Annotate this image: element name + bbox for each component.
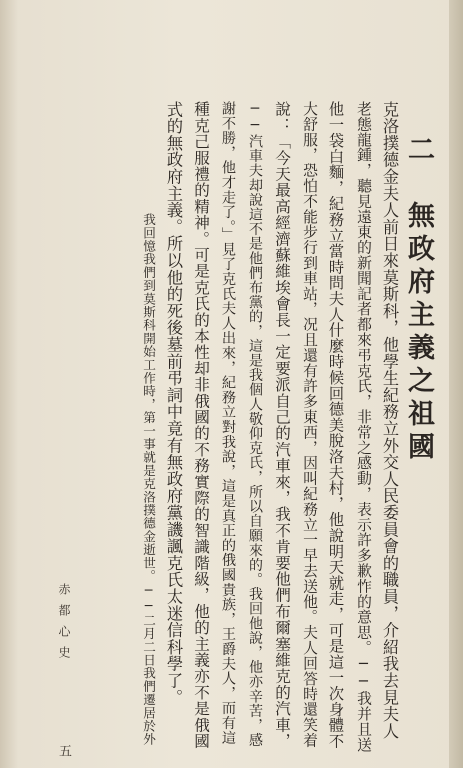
text-column-5: 說：「今天最高經濟蘇維埃會長一定要派自己的汽車來，我不肯要他們布爾塞維克的汽車，: [273, 101, 291, 749]
text-column-2: 老態龍鍾，聽見遠東的新聞記者都來弔克氏，非常之感動，表示許多歉怍的意思。──我并且送: [355, 101, 372, 753]
text-column-4: 大舒服，恐怕不能步行到車站，况且還有許多東西，因叫紀務立一早去送他。夫人回答時還笑着: [301, 101, 318, 748]
page-gutter-shadow: [0, 0, 18, 768]
page-number: 五: [56, 744, 71, 757]
text-column-1: 克洛撲德金夫人前日來莫斯科，他學生紀務立外交人民委員會的職員，介紹我去見夫人: [380, 101, 399, 740]
text-column-9: 式的無政府主義。所以他的死後墓前弔詞中竟有無政府黨譏諷克氏太迷信科學了。: [164, 101, 183, 706]
page-edge: [449, 0, 463, 768]
text-column-10: 我回憶我們到莫斯科開始工作時，第一事就是克洛撲德金逝世。──二月二日我們遷居於外: [141, 213, 156, 746]
chapter-title: 二 無政府主義之祖國: [403, 135, 434, 465]
running-head: 赤都心史: [57, 583, 71, 667]
text-column-7: 謝不勝，他才走了。」見了克氏夫人出來，紀務立對我說，這是真正的俄國貴族，王爵夫人，而有這: [220, 101, 236, 746]
text-column-6: ──汽車夫却說這不是他們布黨的，這是我個人敬仰克氏，所以自願來的。我回他說，他亦辛苦，感: [247, 101, 263, 748]
text-column-3: 他一袋白麵，紀務立當時問夫人什麼時候回德美脫洛夫村，他說明天就走，可是這一次身體不: [327, 101, 345, 749]
text-column-8: 種克己服禮的精神。可是克氏的本性却非俄國的不務實際的智識階級，他的主義亦不是俄國: [192, 101, 210, 749]
